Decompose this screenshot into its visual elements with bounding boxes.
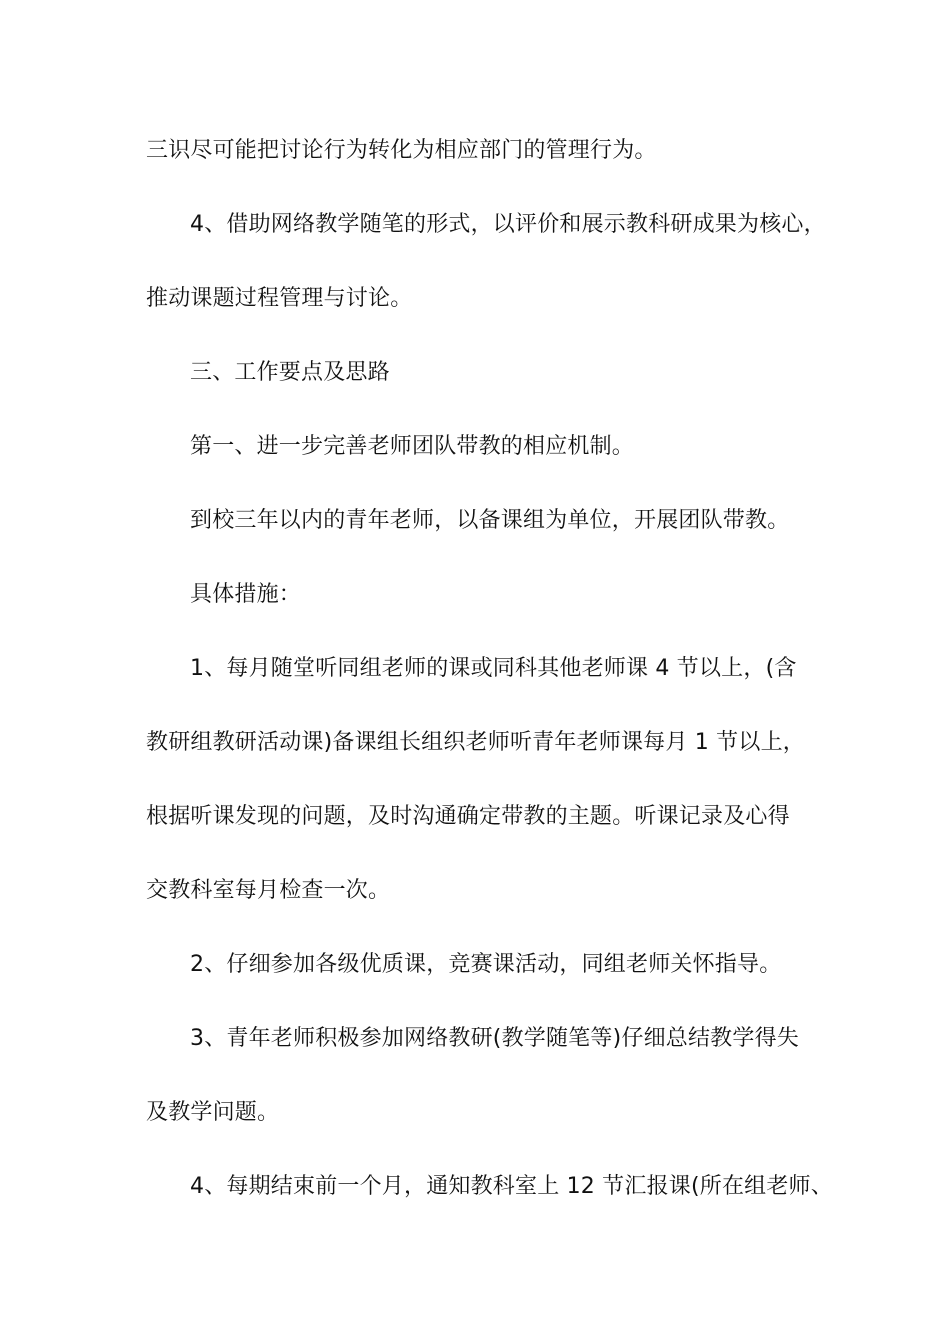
text-line-8: 1、每月随堂听同组老师的课或同科其他老师课 4 节以上，(含 <box>190 656 797 681</box>
text-line-15: 4、每期结束前一个月，通知教科室上 12 节汇报课(所在组老师、 <box>190 1174 833 1199</box>
text-line-1: 三识尽可能把讨论行为转化为相应部门的管理行为。 <box>146 138 657 163</box>
text-line-2: 4、借助网络教学随笔的形式，以评价和展示教科研成果为核心， <box>190 212 826 237</box>
text-line-3: 推动课题过程管理与讨论。 <box>146 286 413 311</box>
text-line-6: 到校三年以内的青年老师，以备课组为单位，开展团队带教。 <box>190 508 790 533</box>
text-line-12: 2、仔细参加各级优质课，竞赛课活动，同组老师关怀指导。 <box>190 952 782 977</box>
subsection-heading: 第一、进一步完善老师团队带教的相应机制。 <box>190 434 635 459</box>
section-heading: 三、工作要点及思路 <box>190 360 390 385</box>
text-line-10: 根据听课发现的问题，及时沟通确定带教的主题。听课记录及心得 <box>146 804 790 829</box>
text-line-11: 交教科室每月检查一次。 <box>146 878 391 903</box>
text-line-9: 教研组教研活动课)备课组长组织老师听青年老师课每月 1 节以上， <box>146 730 805 755</box>
text-line-13: 3、青年老师积极参加网络教研(教学随笔等)仔细总结教学得失 <box>190 1026 799 1051</box>
measures-heading: 具体措施： <box>190 582 302 607</box>
text-line-14: 及教学问题。 <box>146 1100 280 1125</box>
